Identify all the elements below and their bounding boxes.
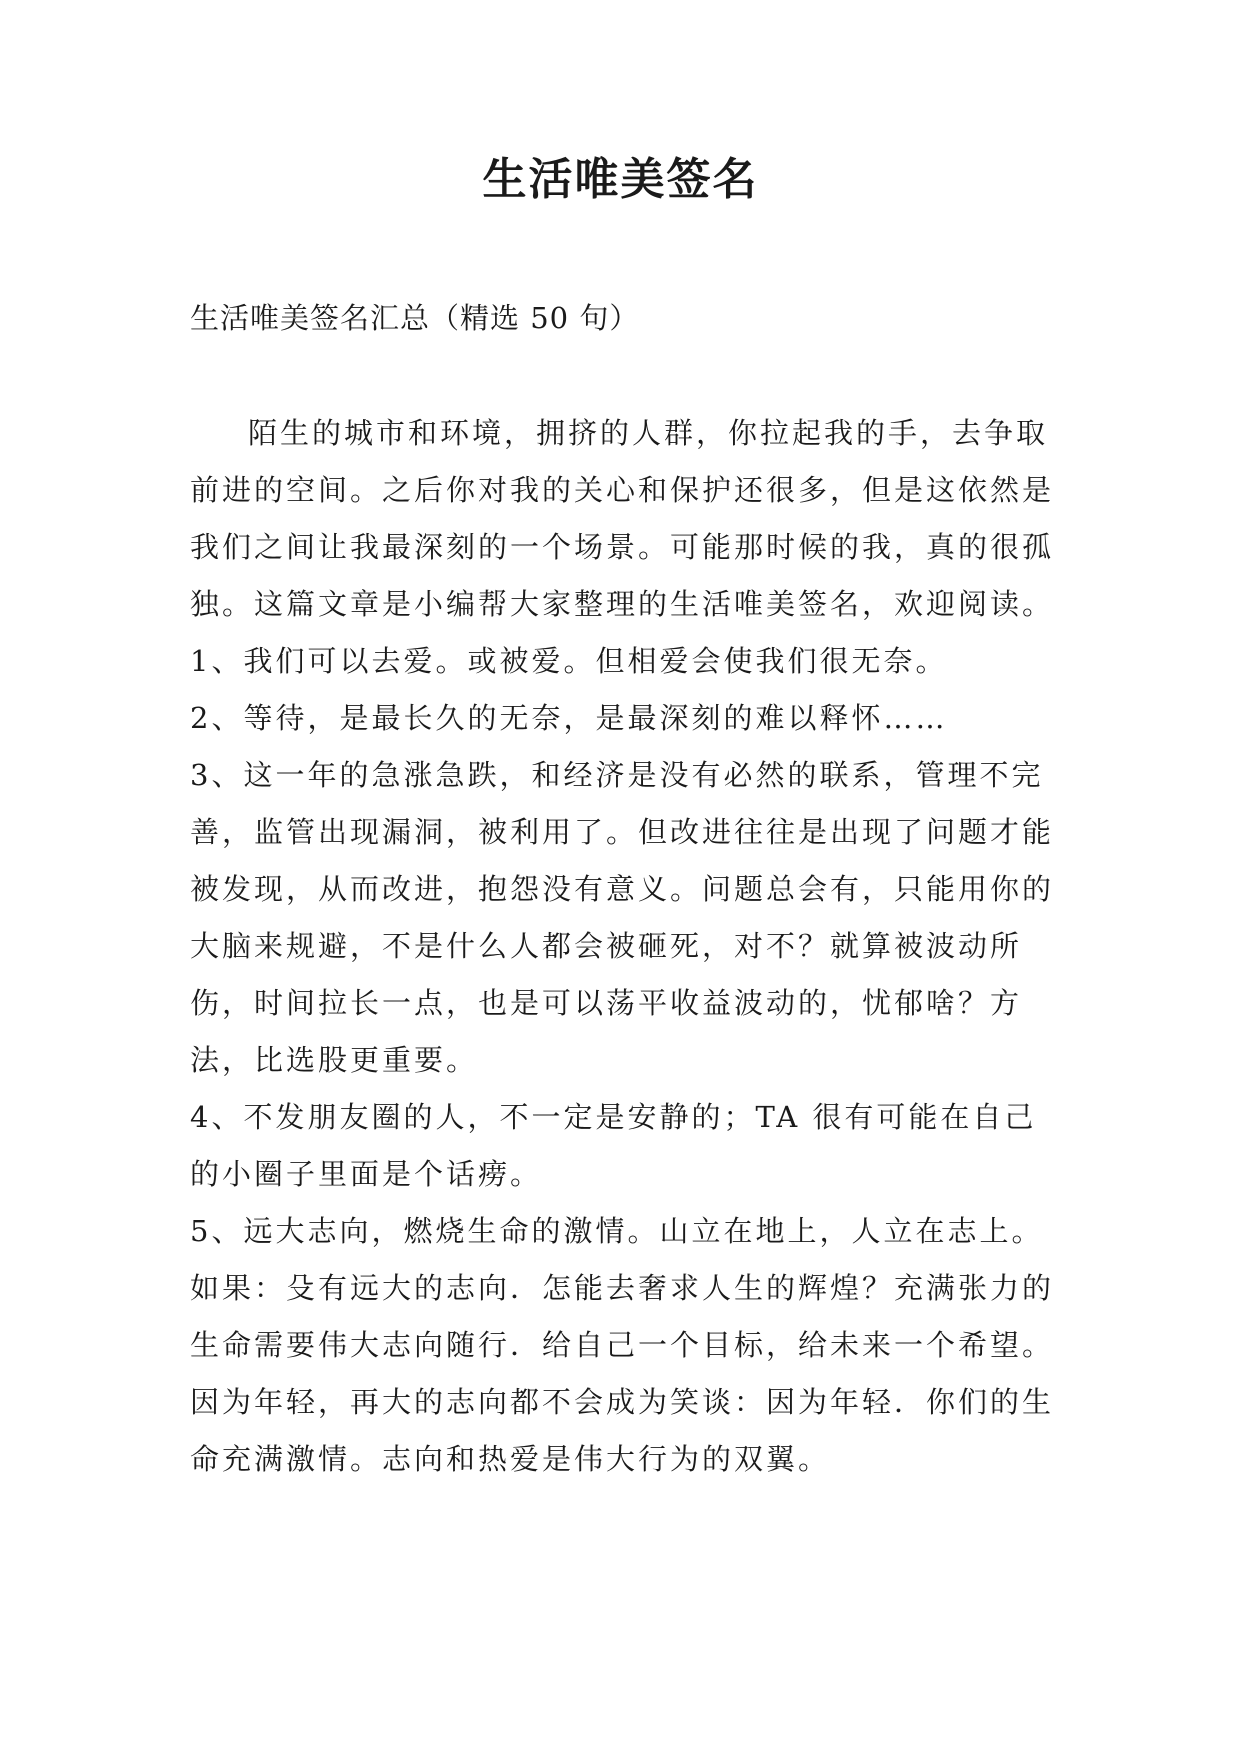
intro-paragraph: 陌生的城市和环境，拥挤的人群，你拉起我的手，去争取前进的空间。之后你对我的关心和保护还很多，但是这依然是我们之间让我最深刻的一个场景。可能那时候的我，真的很孤独。这篇文章是小编帮大家整理的生活唯美签名，欢迎阅读。 [190,416,1055,621]
list-item: 5、远大志向，燃烧生命的激情。山立在地上，人立在志上。如果：殳有远大的志向．怎能去奢求人生的辉煌？充满张力的生命需要伟大志向随行．给自己一个目标，给未来一个希望。因为年轻，再大的志向都不会成为笑谈：因为年轻．你们的生命充满激情。志向和热爱是伟大行为的双翼。 [190,1214,1055,1476]
page-title: 生活唯美签名 [482,154,759,205]
document-subtitle: 生活唯美签名汇总（精选 50 句） [190,301,640,335]
list-item: 2、等待，是最长久的无奈，是最深刻的难以释怀…… [190,701,948,735]
list-item: 3、这一年的急涨急跌，和经济是没有必然的联系，管理不完善，监管出现漏洞，被利用了。但改进往往是出现了问题才能被发现，从而改进，抱怨没有意义。问题总会有，只能用你的大脑来规避，不是什么人都会被砸死，对不？就算被波动所伤，时间拉长一点，也是可以荡平收益波动的，忧郁啥？方法，比选股更重要。 [190,758,1055,1077]
list-item: 4、不发朋友圈的人，不一定是安静的；TA 很有可能在自己的小圈子里面是个话痨。 [190,1100,1037,1191]
list-item: 1、我们可以去爱。或被爱。但相爱会使我们很无奈。 [190,644,948,678]
document-body [190,405,1060,1488]
